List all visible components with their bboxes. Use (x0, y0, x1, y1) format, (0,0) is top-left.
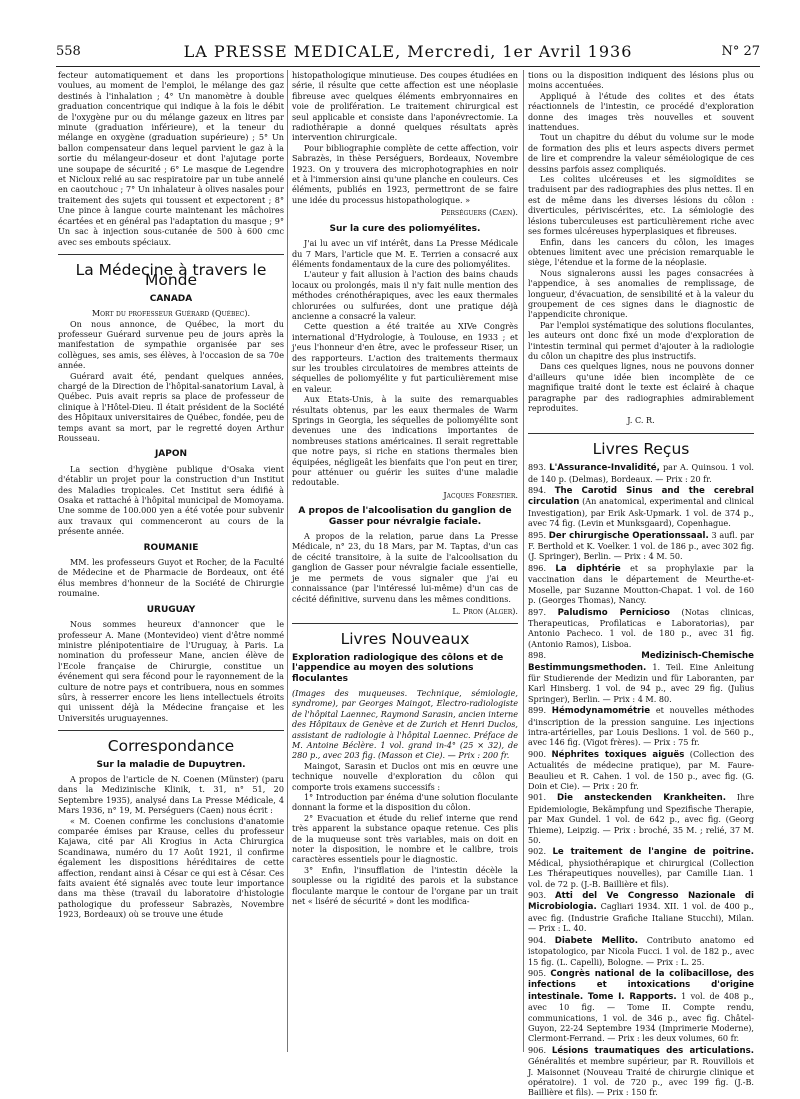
book-number: 898. (528, 650, 547, 661)
book-number: 904. (528, 934, 547, 945)
letter-paragraph: J'ai lu avec un vif intérêt, dans La Presse Médicale du 7 Mars, l'article que M. E. Terrien a consacré aux éléments fondamentaux de la cure des poliomyélites. (292, 238, 518, 269)
book-title: Diabete Mellito. (554, 935, 639, 946)
review-paragraph: 3° Enfin, l'insufflation de l'intestin décèle la souplesse ou la rigidité des parois et la substance floculante marque le contour de l'organe par un trait net « liséré de sécurité » dont les modifica- (292, 864, 518, 907)
book-title: Atti del Ve Congresso Nazionale di Microbiologia. (528, 891, 754, 913)
equipment-list: fecteur automatiquement et dans les proportions voulues, au moment de l'emploi, le mélange des gaz destinés à l'inhalation ; 4° Un manomètre à double graduation concentrique qui indique à la fois le débit de l'oxygène pur ou du mélange gazeux en litres par minute (graduation inférieure), et la teneur du mélange en oxygène (graduation supérieure) ; 5° Un ballon compensateur dans lequel parvient le gaz à la sortie du mélangeur-doseur et dont l'ajutage porte une soupape de sécurité ; 6° Le masque de Legendre et Nicloux relié au sac respiratoire par un tube annelé en caoutchouc ; 7° Un inhalateur à olives nasales pour traitement des sujets qui toussent et expectorent ; 8° Une pince à langue courte maintenant les mâchoires écartées et en général pas l'adaptation du masque ; 9° Un sac à injection sous-cutanée de 500 à 600 cmc avec ses embouts spéciaux. (58, 70, 284, 247)
book-details: Cagliari 1934. XII. 1 vol. de 400 p., avec fig. (Industrie Grafiche Italiane Stucchi), Milan. — Prix : L. 40. (528, 901, 754, 934)
separator (292, 623, 518, 624)
letter-paragraph: « M. Coenen confirme les conclusions d'anatomie comparée émises par Krause, celles du professeur Kajawa, cité par Ali Krogius in Acta Chirurgica Scandinawa, numéro du 17 Août 1921, il confirme également les dispositions héréditaires de cette affection, rendant ainsi à César ce qui est à César. Ces faits avaient été signalés avec toute leur importance dans ma thèse (travail du laboratoire d'histologie pathologique du professeur Sabrazès, Novembre 1923, Bordeaux) où se trouve une étude (58, 815, 284, 920)
book-details: et sa prophylaxie par la vaccination dans le département de Meurthe-et-Moselle, par Suzanne Moutton-Chapat. 1 vol. de 160 p. (Georges Thomas), Nancy. (528, 562, 754, 606)
country-heading: ROUMANIE (143, 542, 199, 553)
letter-paragraph: Pour bibliographie complète de cette affection, voir Sabrazès, in thèse Perséguers, Bordeaux, Novembre 1923. On y trouvera des microphotographies en noir et à l'immersion ainsi qu'une planche en couleurs. Ces éléments, publiés en 1923, permettront de se faire une idée du processus histopathologique. » (292, 142, 518, 205)
review-paragraph: Appliqué à l'étude des colites et des états réactionnels de l'intestin, ce procédé d'exploration donne des images très nouvelles et souvent inattendues. (528, 90, 754, 133)
book-details: (Collection des Actualités de médecine pratique), par M. Faure-Beaulieu et R. Cahen. 1 vol. de 150 p., avec fig. (G. Doin et Cie). — Prix : 20 fr. (528, 748, 754, 791)
letter-paragraph: Aux Etats-Unis, à la suite des remarquables résultats obtenus, par les eaux thermales de Warm Springs in Georgia, les séquelles de poliomyélite sont devenues une des indications importantes de nombreuses stations américaines. Il serait regrettable que notre pays, si riche en stations thermales bien équipées, négligeât les bienfaits que l'on peut en tirer, pour atténuer ou guérir les suites d'une maladie redoutable. (292, 394, 518, 488)
received-books-list (528, 462, 754, 1098)
letter-paragraph: A propos de l'article de N. Coenen (Münster) (paru dans la Medizinische Klinik, t. 31, n° 51, 20 Septembre 1935), analysé dans La Presse Médicale, 4 Mars 1936, n° 19, M. Perséguers (Caen) nous écrit : (58, 773, 284, 816)
book-number: 897. (528, 606, 547, 617)
column-1 (58, 70, 284, 920)
book-title: Exploration radiologique des côlons et de l'appendice au moyen des solutions floculantes (292, 652, 504, 684)
book-number: 901. (528, 792, 547, 803)
book-title: L'Assurance-Invalidité, (549, 463, 660, 474)
column-3 (528, 70, 754, 1099)
book-details: (Notas clinicas, Therapeuticas, Profilaticas e Laboratorias), par Antonio Pacheco. 1 vol. de 180 p., avec 31 fig. (Antonio Ramos), Lisboa. (528, 606, 755, 649)
book-details: Généralités et membre supérieur, par R. Rouvillois et J. Maisonnet (Nouveau Traité de chirurgie clinique et opératoire). 1 vol. de 720 p., avec 199 fig. (J.-B. Baillière et fils). — Prix : 150 fr. (528, 1056, 754, 1098)
letter-heading: A propos de l'alcoolisation du ganglion de Gasser pour névralgie faciale. (298, 506, 512, 527)
book-details: Médical, physiothérapique et chirurgical (Collection Les Thérapeutiques nouvelles), par Camille Lian. 1 vol. de 72 p. (J.-B. Baillière et fils). (528, 857, 754, 889)
book-number: 893. (528, 462, 547, 473)
signature: Perséguers (Caen). (440, 207, 518, 218)
news-subheading: Mort du professeur Guérard (Québec). (91, 308, 251, 319)
book-number: 900. (528, 748, 547, 759)
separator (58, 254, 284, 255)
book-entry (528, 563, 754, 606)
book-number: 894. (528, 485, 547, 496)
book-number: 903. (528, 890, 547, 901)
book-title: Medizinisch-Chemische Bestimmungsmethoden. (528, 651, 754, 673)
book-details: Contributo anatomo ed istopatologico, par Nicola Fucci. 1 vol. de 182 p., avec 15 fig. (L. Capelli), Bologne. — Prix : L. 25. (528, 934, 755, 967)
review-paragraph: 1° Introduction par énéma d'une solution floculante donnant la forme et la disposition du côlon. (292, 792, 518, 813)
book-details: et nouvelles méthodes d'inscription de la pression sanguine. Les injections intra-artérielles, par Louis Deslions. 1 vol. de 560 p., avec 146 fig. (Vigot frères). — Prix : 75 fr. (528, 705, 755, 748)
book-entry (528, 462, 754, 484)
book-entry (528, 607, 754, 650)
book-entry (528, 968, 754, 1044)
news-paragraph: Guérard avait été, pendant quelques années, chargé de la Direction de l'hôpital-sanatorium Laval, à Québec. Puis avait repris sa place de professeur de clinique à l'Hôtel-Dieu. Il était président de la Société des Hôpitaux universitaires de Québec, fondée, peu de temps avant sa mort, par le regretté doyen Arthur Rousseau. (58, 370, 284, 443)
book-title: Le traitement de l'angine de poitrine. (552, 847, 754, 858)
section-title: Correspondance (107, 737, 235, 756)
section-title: La Médecine à travers le Monde (75, 260, 267, 290)
page-number: 558 (56, 44, 81, 59)
book-entry (528, 1045, 754, 1098)
review-paragraph: Enfin, dans les cancers du côlon, les images obtenues limitent avec une précision remarquable le siège, l'étendue et la forme de la néoplasie. (528, 236, 754, 268)
letter-heading: Sur la maladie de Dupuytren. (96, 759, 246, 770)
book-number: 906. (528, 1044, 547, 1055)
book-title: The Carotid Sinus and the cerebral circulation (528, 486, 754, 508)
book-details: 1. Teil. Eine Anleitung für Studierende der Medizin und für Laboranten, par Karl Hinsberg. 1 vol. de 94 p., avec 29 fig. (Julius Springer), Berlin. — Prix : 4 M. 80. (528, 661, 755, 704)
book-entry (528, 749, 754, 792)
book-entry (528, 705, 754, 748)
news-paragraph: Nous sommes heureux d'annoncer que le professeur A. Mane (Montevideo) vient d'être nommé ministre plénipotentiaire de l'Uruguay, à Paris. La nomination du professeur Mane, ancien élève de l'Ecole française de Chirurgie, constitue un événement qui sera fécond pour le rayonnement de la culture de notre pays et contribuera, nous en sommes sûrs, à resserrer encore les liens intellectuels étroits qui unissent déjà la Médecine française et les Universités uruguayennes. (58, 619, 284, 723)
section-title: Livres Nouveaux (340, 630, 470, 649)
book-title: Hémodynamométrie (551, 706, 651, 717)
news-paragraph: MM. les professeurs Guyot et Rocher, de la Faculté de Médecine et de Pharmacie de Bordeaux, ont été élus membres d'honneur de la Société de Chirurgie roumaine. (58, 557, 284, 599)
review-paragraph: Maingot, Sarasin et Duclos ont mis en œuvre une technique nouvelle d'exploration du côlon qui comporte trois examens successifs : (292, 760, 518, 792)
book-details: Ihre Epidemiologie, Bekämpfung und Spezifische Therapie, par Max Gundel. 1 vol. de 642 p., avec fig. (Georg Thieme), Leipzig. — Prix : broché, 35 M. ; relié, 37 M. 50. (528, 792, 754, 846)
letter-paragraph: Cette question a été traitée au XIVe Congrès international d'Hydrologie, à Toulouse, en 1933 ; et j'eus l'honneur d'en être, avec le professeur Riser, un des rapporteurs. L'action des traitements thermaux sur les troubles circulatoires de membres atteints de séquelles de poliomyélite y fut particulièrement mise en valeur. (292, 321, 518, 394)
letter-paragraph: A propos de la relation, parue dans La Presse Médicale, n° 23, du 18 Mars, par M. Taptas, d'un cas de cécité transitoire, à la suite de l'alcoolisation du ganglion de Gasser pour névralgie faciale essentielle, je me permets de vous signaler que j'ai eu connaissance (par l'intéressé lui-même) d'un cas de cécité définitive, survenu dans les mêmes conditions. (292, 531, 518, 604)
issue-number: N° 27 (721, 44, 760, 59)
column-rule (287, 70, 288, 1052)
country-heading: JAPON (154, 449, 188, 460)
page-header (56, 40, 760, 67)
book-title: Lésions traumatiques des articulations. (551, 1045, 754, 1056)
signature: J. C. R. (627, 415, 655, 426)
letter-paragraph: histopathologique minutieuse. Des coupes étudiées en série, il résulte que cette affection est une néoplasie fibreuse avec quelques éléments embryonnaires en voie de prolifération. Le traitement chirurgical est seul applicable et consiste dans l'aponévrectomie. La radiothérapie a donné quelques résultats après intervention chirurgicale. (292, 70, 518, 143)
column-rule (523, 70, 524, 1052)
book-title: Der chirurgische Operationssaal. (548, 530, 709, 541)
book-details: 3 aufl. par F. Berthold et K. Voelker. 1 vol. de 186 p., avec 302 fig. (J. Springer), Berlin. — Prix : 4 M. 50. (528, 529, 755, 562)
book-title: Die ansteckenden Krankheiten. (556, 793, 726, 804)
book-title: La diphtérie (555, 563, 621, 574)
letter-paragraph: L'auteur y fait allusion à l'action des bains chauds locaux ou prolongés, mais il n'y fait nulle mention des méthodes crénothérapiques, avec les eaux thermales chlorurées ou sulfurées, dont une pratique déjà ancienne a consacré la valeur. (292, 269, 518, 321)
book-title: Paludismo Pernicioso (557, 607, 670, 618)
book-details: par A. Quinsou. 1 vol. de 140 p. (Delmas), Bordeaux. — Prix : 20 fr. (528, 462, 755, 484)
book-title: Néphrites toxiques aiguës (551, 749, 685, 760)
country-heading: URUGUAY (146, 604, 196, 615)
signature: L. Pron (Alger). (452, 605, 518, 616)
review-paragraph: Dans ces quelques lignes, nous ne pouvons donner d'ailleurs qu'une idée bien incomplète de ce magnifique traité dont le texte est éclairé à chaque paragraphe par des radiographies admirablement reproduites. (528, 361, 754, 413)
book-number: 896. (528, 562, 547, 573)
book-number: 895. (528, 529, 547, 540)
column-2 (292, 70, 518, 906)
review-paragraph: Les colites ulcéreuses et les sigmoïdites se traduisent par des radiographies des plus nettes. Il en est de même dans les diverses lésions du côlon : diverticules, périviscérites, etc. La sémiologie des lésions tuberculeuses est particulièrement riche avec ses formes ulcéreuses hyperplasiques et fibreuses. (528, 174, 754, 237)
book-entry (528, 530, 754, 562)
signature: Jacques Forestier. (443, 489, 518, 500)
book-title: Congrès national de la colibacillose, des infections et intoxications d'origine intestinale. Tome I. Rapports. (528, 968, 754, 1002)
book-number: 902. (528, 846, 547, 857)
book-details: 1 vol. de 408 p., avec 10 fig. — Tome II. Compte rendu, communications, 1 vol. de 346 p., avec fig. Châtel-Guyon, 22-24 Septembre 1934 (Imprimerie Moderne), Clermont-Ferrand. — Prix : les deux volumes, 60 fr. (528, 990, 755, 1044)
letter-heading: Sur la cure des poliomyélites. (329, 223, 481, 234)
book-entry (528, 650, 754, 704)
news-paragraph: On nous annonce, de Québec, la mort du professeur Guérard survenue peu de jours après la manifestation de sympathie organisée par ses collègues, ses amis, ses élèves, à l'occasion de sa 70e année. (58, 318, 284, 371)
separator (528, 433, 754, 434)
section-title: Livres Reçus (592, 439, 690, 458)
journal-title: LA PRESSE MEDICALE, Mercredi, 1er Avril 1936 (183, 42, 633, 61)
review-paragraph: Par l'emploi systématique des solutions floculantes, les auteurs ont donc fixé un mode d'exploration de l'intestin terminal qui permet d'ajouter à la radiologie du côlon un chapitre des plus instructifs. (528, 319, 754, 361)
book-number: 905. (528, 967, 547, 978)
review-paragraph: tions ou la disposition indiquent des lésions plus ou moins accentuées. (528, 70, 754, 91)
review-paragraph: 2° Evacuation et étude du relief interne que rend très apparent la substance opaque retenue. Ces plis de la muqueuse sont très variables, mais on doit en noter la disposition, le nombre et le calibre, trois caractères essentiels pour le diagnostic. (292, 812, 518, 865)
book-reference: (Images des muqueuses. Technique, sémiologie, syndrome), par Georges Maingot, Electro-radiologiste de l'hôpital Laennec, Raymond Sarasin, ancien interne des Hôpitaux de Genève et de Zurich et Henri Duclos, assistant de radiologie à l'hôpital Laennec. Préface de M. Antoine Béclère. 1 vol. grand in-4° (25 × 32), de 280 p., avec 203 fig. (Masson et Cie). — Prix : 200 fr. (292, 687, 518, 761)
book-entry (528, 792, 754, 845)
review-paragraph: Tout un chapitre du début du volume sur le mode de formation des plis et leurs aspects divers permet de lire et comprendre la valeur séméiologique de ces dessins parfois assez compliqués. (528, 132, 754, 174)
book-entry (528, 890, 754, 934)
separator (58, 730, 284, 731)
book-entry (528, 846, 754, 889)
review-paragraph: Nous signalerons aussi les pages consacrées à l'appendice, à ses anomalies de remplissage, de longueur, d'évacuation, de sensibilité et à la valeur du groupement de ces signes dans le diagnostic de l'appendicite chronique. (528, 267, 754, 320)
news-paragraph: La section d'hygiène publique d'Osaka vient d'établir un projet pour la construction d'un Institut des Maladies tropicales. Cet Institut sera édifié à Osaka et rattaché à l'hôpital municipal de Momoyama. Une somme de 100.000 yen a été votée pour subvenir aux travaux qui commenceront au cours de la présente année. (58, 463, 284, 537)
book-entry (528, 485, 754, 529)
country-heading: CANADA (149, 293, 193, 304)
book-entry (528, 935, 754, 967)
book-number: 899. (528, 705, 547, 716)
book-details: (An anatomical, experimental and clinical Investigation), par Erik Ask-Upmark. 1 vol. de 374 p., avec 74 fig. (Levin et Munksgaard), Copenhague. (528, 496, 754, 529)
